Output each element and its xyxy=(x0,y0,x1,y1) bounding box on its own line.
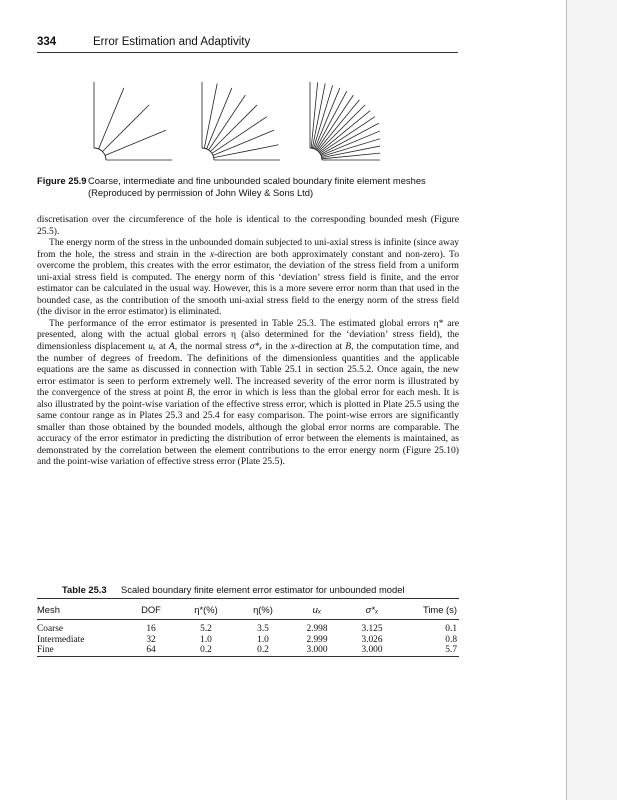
cell: 5.7 xyxy=(445,645,457,655)
cell: 1.0 xyxy=(257,634,269,645)
p3-text-f: , the computation time, and the number of degrees of freedom. The definitions of the dimensionless quantities and the applicable equations are the same as discussed in connection with Table 25.1 in section 25.5.2. Once again, the new error estimator is seen to perform extremely well. The increased severity of the error norm is illustrated by the convergence of the stress at point xyxy=(37,341,459,399)
col-ux xyxy=(291,599,343,619)
cell: 16 xyxy=(146,624,156,634)
page-number: 334 xyxy=(37,36,57,48)
p3-text-g: , the error in which is less than the global error for each mesh. It is also illustrated by the point-wise variation of the effective stress error, which is plotted in Plate 25.5 using the same contour range as in Plates 25.3 and 25.4 for easy comparison. The point-wise errors are significantly smaller than those obtained by the bounded models, although the global error norms are comparable. The accuracy of the error estimator in predicting the distribution of error between the elements is maintained, as demonstrated by the correlation between the element contributions to the error energy norm (Figure 25.10) and the point-wise variation of effective stress error (Plate 25.5). xyxy=(37,387,459,468)
p3-var-x: x xyxy=(290,341,295,353)
running-title: Error Estimation and Adaptivity xyxy=(93,36,251,48)
coarse-mesh xyxy=(94,82,172,160)
table-caption-text: Scaled boundary finite element error estimator for unbounded model xyxy=(121,584,405,595)
p3-point-b: B xyxy=(345,341,352,353)
figure-label: Figure 25.9 xyxy=(37,175,87,186)
table-label: Table 25.3 xyxy=(62,584,107,595)
mesh-figure xyxy=(80,62,380,172)
p3-point-a: A xyxy=(168,341,175,353)
table-row xyxy=(37,645,459,656)
table-row xyxy=(37,620,459,635)
p3-text-e: -direction at xyxy=(294,341,346,353)
p2-var-x: x xyxy=(209,248,215,260)
table xyxy=(37,599,459,657)
p3-text-a: The performance of the error estimator is presented in Table 25.3. The estimated global errors η* are presented, along with the actual global errors η (also determined for the ‘deviation’ stress field), the dimensionless displacement xyxy=(37,317,459,353)
p3-var-ux: uₓ xyxy=(148,341,156,353)
table-caption xyxy=(37,584,459,598)
col-sigma xyxy=(343,599,401,619)
cell: 1.0 xyxy=(200,634,212,645)
cell: 3.125 xyxy=(361,624,383,634)
paragraph-2 xyxy=(37,237,459,318)
p3-point-b-2: B xyxy=(186,387,193,399)
cell: 3.000 xyxy=(306,645,328,655)
cell: Fine xyxy=(37,645,54,655)
cell: 2.999 xyxy=(306,634,328,645)
table-row xyxy=(37,635,459,646)
page-header xyxy=(37,36,457,52)
cell: 3.000 xyxy=(361,645,383,655)
paragraph-3 xyxy=(37,318,459,468)
cell: 0.1 xyxy=(445,624,457,634)
figure-caption-text: Coarse, intermediate and fine unbounded scaled boundary finite element meshes (Reproduced by permission of John Wiley & Sons Ltd) xyxy=(88,175,426,198)
col-eta-star: η*(%) xyxy=(194,604,218,615)
col-eta: η(%) xyxy=(253,604,273,615)
cell: 0.2 xyxy=(257,645,269,655)
col-sigma-label: σ*ₓ xyxy=(365,604,379,615)
cell: 3.026 xyxy=(361,634,383,645)
p3-text-d: in the xyxy=(262,341,291,353)
col-dof: DOF xyxy=(141,604,161,615)
cell: 32 xyxy=(146,634,156,645)
p2-text-b: -direction are both approximately constant and non-zero). To overcome the problem, this creates with the error estimator, the deviation of the stress field from a uniform uni-axial stress field is computed. The energy norm of this ‘deviation’ stress field is finite, and the error estimator can be calculated in the usual way. However, this is a more severe error norm than that used in the bounded case, as the contribution of the smooth uni-axial stress field to the energy norm of the stress field (the divisor in the error estimator) is eliminated. xyxy=(37,248,459,318)
fine-mesh xyxy=(310,82,380,160)
body-text xyxy=(37,214,459,468)
col-ux-label: uₓ xyxy=(312,604,322,615)
p3-text-b: at xyxy=(155,341,169,353)
cell: 3.5 xyxy=(257,624,269,634)
p3-var-sigma: σ*ₓ xyxy=(249,341,263,353)
mesh-ray xyxy=(105,130,166,155)
col-mesh: Mesh xyxy=(37,604,60,615)
cell: 5.2 xyxy=(200,624,212,634)
p3-text-c: , the normal stress xyxy=(174,341,250,353)
paragraph-1: discretisation over the circumference of the hole is identical to the corresponding bounded mesh (Figure 25.5). xyxy=(37,214,459,237)
cell: 0.8 xyxy=(445,634,457,645)
cell: 2.998 xyxy=(306,624,328,634)
cell: 64 xyxy=(146,645,156,655)
cell: 0.2 xyxy=(200,645,212,655)
cell: Intermediate xyxy=(37,634,85,645)
page-margin xyxy=(567,0,617,800)
cell: Coarse xyxy=(37,624,64,634)
mesh-ray xyxy=(102,105,149,152)
table-header-row xyxy=(37,599,459,619)
p2-text-a: The energy norm of the stress in the unbounded domain subjected to uni-axial stress is infinite (since away from the hole, the stress and strain in the xyxy=(37,237,459,260)
col-time: Time (s) xyxy=(422,604,457,615)
intermediate-mesh xyxy=(202,82,280,160)
header-rule xyxy=(37,52,458,53)
results-table xyxy=(37,584,459,657)
mesh-ray xyxy=(99,88,124,149)
